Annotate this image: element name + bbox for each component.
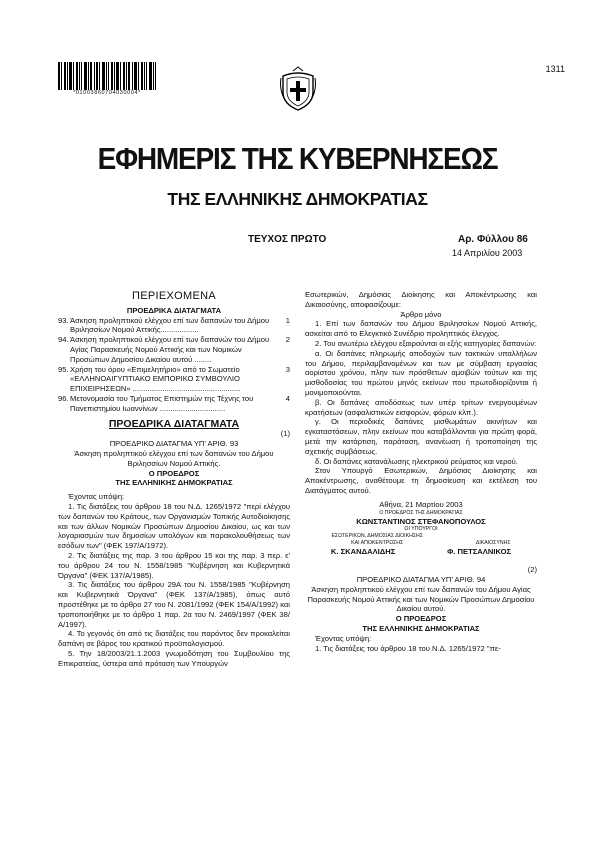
paragraph: 1. Τις διατάξεις του άρθρου 18 του Ν.Δ. 1265/1972 "πε- [315,643,501,653]
coat-of-arms-icon [279,66,317,112]
paragraph: 2. Του ανωτέρω ελέγχου εξαιρούνται οι εξής κατηγορίες δαπανών: [315,338,537,348]
president-label: Ο ΠΡΟΕΔΡΟΣ ΤΗΣ ΔΗΜΟΚΡΑΤΙΑΣ [379,509,463,516]
ministers-roles [305,533,537,547]
decree-title: ΠΡΟΕΔΡΙΚΟ ΔΙΑΤΑΓΜΑ ΥΠ’ ΑΡΙΘ. 93 [109,439,239,449]
paragraph: 5. Την 18/2003/21.1.2003 γνωμοδότηση του Συμβουλίου της Επικρατείας, ύστερα από πρόταση των Υπουργών [58,648,290,668]
barcode [58,62,156,90]
president-name: ΚΩΝΣΤΑΝΤΙΝΟΣ ΣΤΕΦΑΝΟΠΟΥΛΟΣ [356,516,486,526]
issue-type: ΤΕΥΧΟΣ ΠΡΩΤΟ [248,234,327,245]
place-date: Αθήνα, 21 Μαρτίου 2003 [379,499,463,509]
ministers-label: ΟΙ ΥΠΟΥΡΓΟΙ [404,526,438,533]
minister-name: Φ. ΠΕΤΣΑΛΝΙΚΟΣ [447,547,512,557]
article-heading: Άρθρο μόνο [400,309,442,319]
minister-role: ΕΣΩΤΕΡΙΚΩΝ, ΔΗΜΟΣΙΑΣ ΔΙΟΙΚΗΣΗΣ ΚΑΙ ΑΠΟΚΕΝΤΡΩΣΗΣ [331,533,423,547]
gazette-title: ΕΦΗΜΕΡΙΣ ΤΗΣ ΚΥΒΕΡΝΗΣΕΩΣ [97,141,498,176]
decree-subject: Άσκηση προληπτικού ελέγχου επί των δαπανών του Δήμου Βριλησσίων Νομού Αττικής. [74,448,274,468]
paragraph: α. Οι δαπάνες πληρωμής αποδοχών των τακτικών υπαλλήλων του Δήμου, περιλαμβανομένων και των με σύμβαση εργασίας αορίστου χρόνου, πλην των πρόσθετων αμοιβών τούτων και της μισθοδοσίας του πρώτου μηνός εκείνων που πρωτοδιορίζονται ή μονιμοποιούνται. [305,348,537,397]
gazette-subtitle: ΤΗΣ ΕΛΛΗΝΙΚΗΣ ΔΗΜΟΚΡΑΤΙΑΣ [167,189,428,209]
president-heading: Ο ΠΡΟΕΔΡΟΣ [395,614,447,624]
paragraph: 1. Τις διατάξεις του άρθρου 18 του Ν.Δ. 1265/1972 "περί ελέγχου των δαπανών του Κράτους, των Οργανισμών Τοπικής Αυτοδιοίκησης και των άλλων Νομικών Προσώπων Δημοσίου Δικαίου, ως και των λογαριασμών των δημοσίων υπολόγων και παρακολουθήσεως των εσόδων των" (ΦΕΚ 197/Α/1972). [58,501,290,551]
paragraph: Εσωτερικών, Δημόσιας Διοίκησης και Αποκέντρωσης και Δικαιοσύνης, αποφασίζουμε: [305,290,537,309]
toc-section: ΠΡΟΕΔΡΙΚΑ ΔΙΑΤΑΓΜΑΤΑ [126,305,222,315]
toc-item[interactable]: 93. Άσκηση προληπτικού ελέγχου επί των δαπανών του Δήμου Βριλησσίων Νομού Αττικής.................. 1 [58,315,290,335]
toc-item[interactable]: 94. Άσκηση προληπτικού ελέγχου επί των δαπανών του Δήμου Αγίας Παρασκευής Νομού Αττικής και των Νομικών Προσώπων Δημοσίου Δικαίου αυτού ........ 2 [58,335,290,364]
paragraph: 3. Τις διατάξεις του άρθρου 29Α του Ν. 1558/1985 "Κυβέρνηση και Κυβερνητικά Όργανα" (ΦΕΚ 137/Α/1985), όπως αυτό προστέθηκε με το άρθρο 27 του Ν. 2081/1992 (ΦΕΚ 154/Α/1992) και τροποποιήθηκε με το άρθρο 1 παρ. 2α του Ν. 2469/1997 (ΦΕΚ 38/Α/1997). [58,580,290,629]
page-number: 1311 [545,64,565,74]
minister-name: Κ. ΣΚΑΝΔΑΛΙΔΗΣ [330,547,396,557]
section-heading: ΠΡΟΕΔΡΙΚΑ ΔΙΑΤΑΓΜΑΤΑ [108,417,240,430]
paragraph: γ. Οι περιοδικές δαπάνες μισθωμάτων ακινήτων και εγκαταστάσεων, πλην εκείνων που καταβάλλονται για πρώτη φορά, μετά την κατάρτιση, παράταση, ανανέωση ή τροποποίηση της σχετικής συμβάσεως. [305,417,537,456]
right-column [305,290,537,653]
issue-date: 14 Απριλίου 2003 [452,248,523,258]
republic-heading: ΤΗΣ ΕΛΛΗΝΙΚΗΣ ΔΗΜΟΚΡΑΤΙΑΣ [115,478,233,488]
decree-subject: Άσκηση προληπτικού ελέγχου επί των δαπανών του Δήμου Αγίας Παρασκευής Νομού Αττικής και των Νομικών Προσώπων Δημοσίου Δικαίου αυτού. [307,584,535,614]
paragraph: Στον Υπουργό Εσωτερικών, Δημόσιας Διοίκησης και Αποκέντρωσης, αναθέτουμε τη δημοσίευση και εκτέλεση του Διατάγματος αυτού. [305,466,537,495]
paragraph: 1. Επί των δαπανών του Δήμου Βριλησσίων Νομού Αττικής, ασκείται από το Ελεγκτικό Συνέδριο προληπτικός έλεγχος. [305,319,537,339]
considering-label: Έχοντας υπόψη: [315,633,372,643]
minister-role: ΔΙΚΑΙΟΣΥΝΗΣ [475,540,511,547]
ministers-names [305,547,537,557]
decree-marker: (1) [280,429,290,439]
republic-heading: ΤΗΣ ΕΛΛΗΝΙΚΗΣ ΔΗΜΟΚΡΑΤΙΑΣ [362,623,480,633]
paragraph: 2. Τις διατάξεις της παρ. 3 του άρθρου 15 και της παρ. 3 περ. ε' του άρθρου 24 του Ν. 1558/1985 "Κυβέρνηση και Κυβερνητικά Όργανα" (ΦΕΚ 137/Α/1985). [58,550,290,580]
sheet-number: Αρ. Φύλλου 86 [458,234,528,245]
toc-heading: ΠΕΡΙΕΧΟΜΕΝΑ [132,290,216,302]
toc-list [58,316,290,414]
paragraph: β. Οι δαπάνες αποδόσεως των υπέρ τρίτων ενεργουμένων κρατήσεων (ασφαλιστικών εισφορών, φόρων κλπ.). [305,397,537,417]
decree-title: ΠΡΟΕΔΡΙΚΟ ΔΙΑΤΑΓΜΑ ΥΠ’ ΑΡΙΘ. 94 [356,574,486,584]
president-heading: Ο ΠΡΟΕΔΡΟΣ [148,468,200,478]
considering-label: Έχοντας υπόψη: [68,492,125,502]
toc-item[interactable]: 95. Χρήση του όρου «Επιμελητήριο» από το Σωματείο «ΕΛΛΗΝΟΑΙΓΥΠΤΙΑΚΟ ΕΜΠΟΡΙΚΟ ΣΥΜΒΟΥΛΙΟ ΕΠΙΧΕΙΡΗΣΕΩΝ» ................................................... 3 [58,364,290,394]
barcode-number: *01003860704030004* [73,90,141,96]
left-column [58,290,290,668]
paragraph: δ. Οι δαπάνες κατανάλωσης ηλεκτρικού ρεύματος και νερού. [315,456,518,466]
paragraph: 4. Το γεγονός ότι από τις διατάξεις του παρόντος δεν προκαλείται δαπάνη σε βάρος του κρατικού προϋπολογισμού. [58,629,290,649]
decree-marker: (2) [527,565,537,575]
toc-item[interactable]: 96. Μετονομασία του Τμήματος Επιστημών της Τέχνης του Πανεπιστημίου Ιωαννίνων ............................... 4 [58,393,290,413]
